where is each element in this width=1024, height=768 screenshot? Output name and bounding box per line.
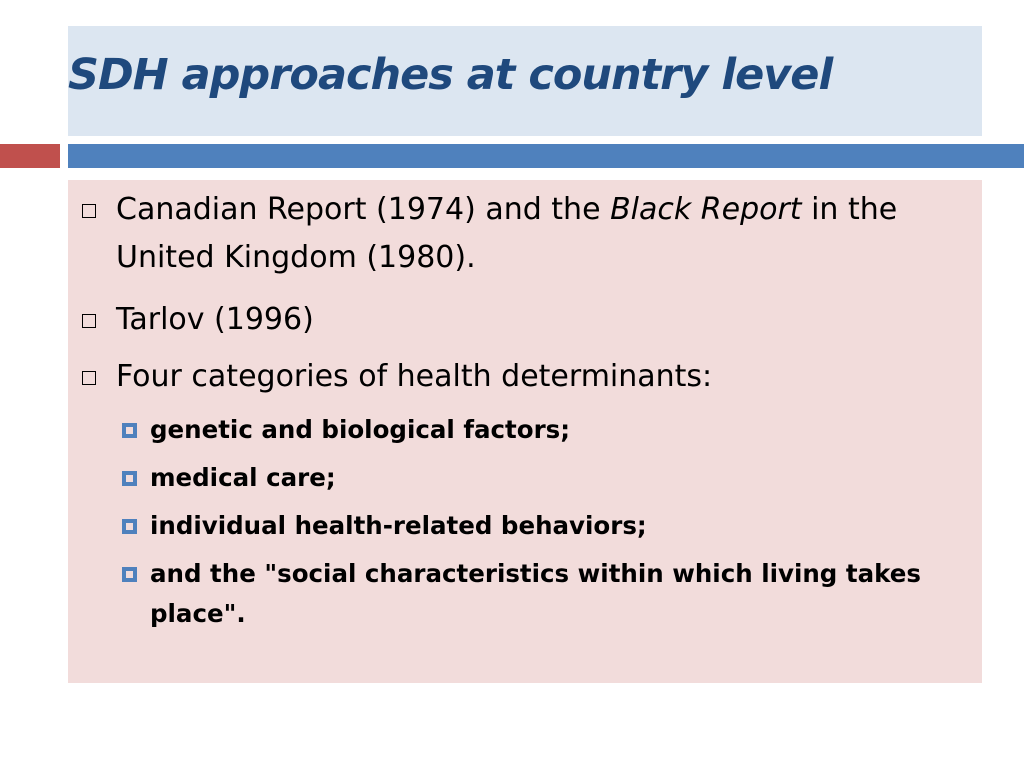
sub-bullet-item (122, 554, 962, 634)
sub-bullet-item (122, 458, 962, 498)
sub-bullet-text: medical care; (150, 463, 336, 492)
bullet-text: Four categories of health determinants: (116, 359, 713, 394)
filled-square-bullet-icon (122, 567, 137, 582)
sub-bullet-text: and the "social characteristics within which living takes place". (150, 559, 921, 628)
hollow-square-icon (82, 204, 96, 218)
sub-bullet-item (122, 410, 962, 450)
bullet-text: Tarlov (1996) (116, 302, 314, 337)
filled-square-bullet-icon (122, 471, 137, 486)
accent-bar-red (0, 144, 60, 168)
bullet-item-tarlov (78, 296, 968, 344)
black-report-title: Black Report (610, 192, 802, 227)
sub-bullet-text: individual health-related behaviors; (150, 511, 647, 540)
bullet-text-part: Canadian Report (1974) and the (116, 192, 611, 227)
hollow-square-icon (82, 371, 96, 385)
sub-bullet-item (122, 506, 962, 546)
slide-title: SDH approaches at country level (68, 50, 833, 100)
bullet-item-categories (78, 353, 968, 401)
filled-square-bullet-icon (122, 423, 137, 438)
sub-bullet-text: genetic and biological factors; (150, 415, 571, 444)
accent-bar-blue (68, 144, 1024, 168)
bullet-item-reports (78, 186, 968, 282)
bullet-text-part: in the United Kingdom (1980). (116, 192, 898, 275)
bullet-text (116, 186, 968, 282)
filled-square-bullet-icon (122, 519, 137, 534)
hollow-square-icon (82, 314, 96, 328)
